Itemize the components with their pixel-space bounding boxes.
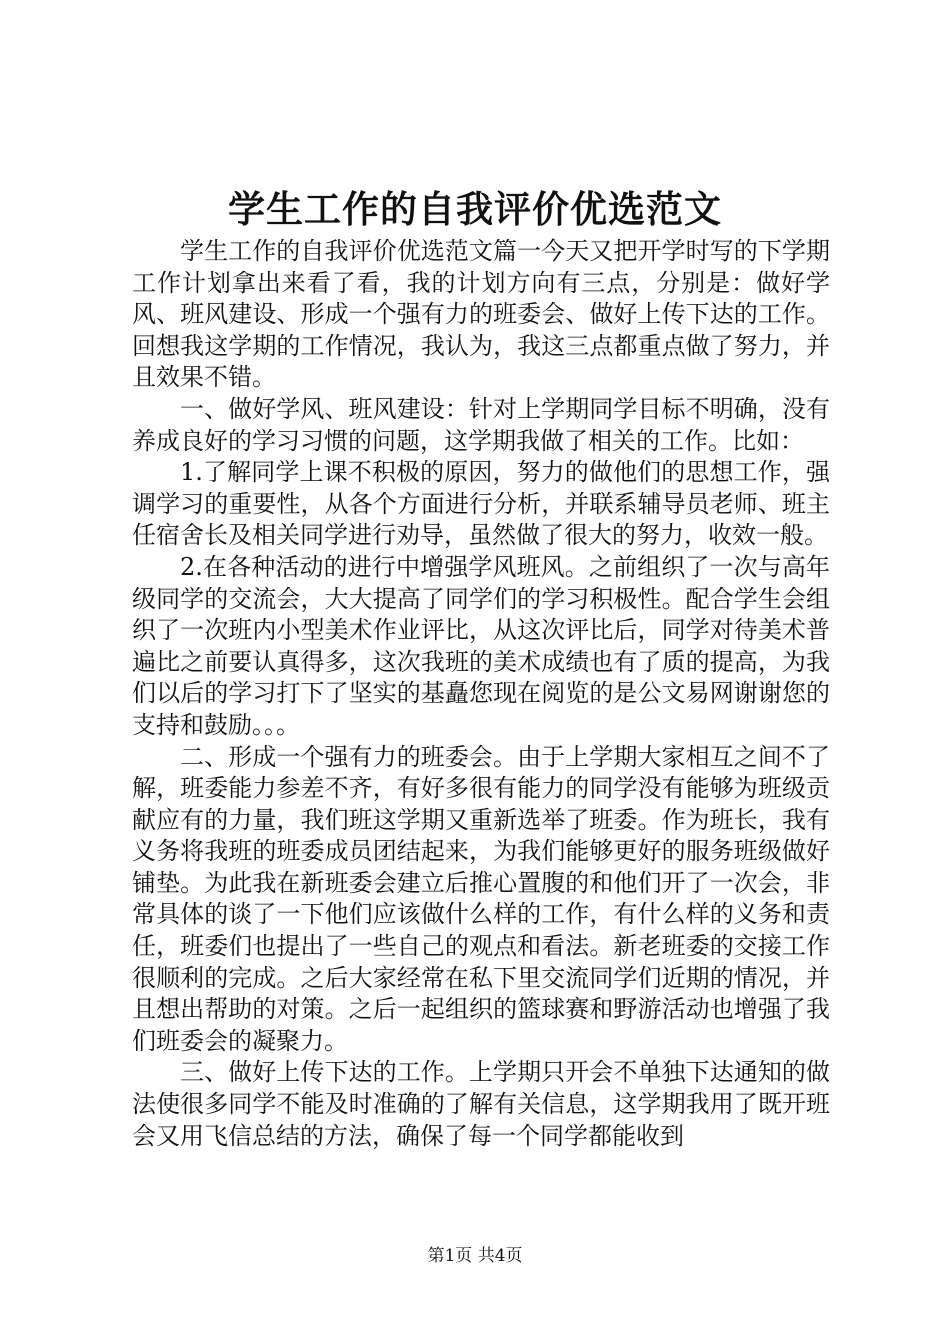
- paragraph-item-2: 2.在各种活动的进行中增强学风班风。之前组织了一次与高年级同学的交流会，大大提高了同学们的学习积极性。配合学生会组织了一次班内小型美术作业评比，从这次评比后，同学对待美术普遍比之前要认真得多，这次我班的美术成绩也有了质的提高，为我们以后的学习打下了坚实的基矗您现在阅览的是公文易网谢谢您的支持和鼓励。。。: [132, 552, 830, 739]
- paragraph-section-3: 三、做好上传下达的工作。上学期只开会不单独下达通知的做法使很多同学不能及时准确的了解有关信息，这学期我用了既开班会又用飞信总结的方法，确保了每一个同学都能收到: [132, 1058, 830, 1150]
- paragraph-item-1: 1.了解同学上课不积极的原因，努力的做他们的思想工作，强调学习的重要性，从各个方面进行分析，并联系辅导员老师、班主任宿舍长及相关同学进行劝导，虽然做了很大的努力，收效一般。: [132, 458, 830, 550]
- paragraph-section-2: 二、形成一个强有力的班委会。由于上学期大家相互之间不了解，班委能力参差不齐，有好多很有能力的同学没有能够为班级贡献应有的力量，我们班这学期又重新选举了班委。作为班长，我有义务将我班的班委成员团结起来，为我们能够更好的服务班级做好铺垫。为此我在新班委会建立后推心置腹的和他们开了一次会，非常具体的谈了一下他们应该做什么样的工作，有什么样的义务和责任，班委们也提出了一些自己的观点和看法。新老班委的交接工作很顺利的完成。之后大家经常在私下里交流同学们近期的情况，并且想出帮助的对策。之后一起组织的篮球赛和野游活动也增强了我们班委会的凝聚力。: [132, 742, 830, 1055]
- page-footer: 第1页 共4页: [427, 1246, 523, 1266]
- document-title: 学生工作的自我评价优选范文: [228, 187, 722, 231]
- document-body: [132, 236, 830, 1152]
- paragraph-section-1: 一、做好学风、班风建设：针对上学期同学目标不明确，没有养成良好的学习习惯的问题，这学期我做了相关的工作。比如：: [132, 394, 830, 455]
- paragraph-intro: 学生工作的自我评价优选范文篇一今天又把开学时写的下学期工作计划拿出来看了看，我的计划方向有三点，分别是：做好学风、班风建设、形成一个强有力的班委会、做好上传下达的工作。回想我这学期的工作情况，我认为，我这三点都重点做了努力，并且效果不错。: [132, 237, 830, 392]
